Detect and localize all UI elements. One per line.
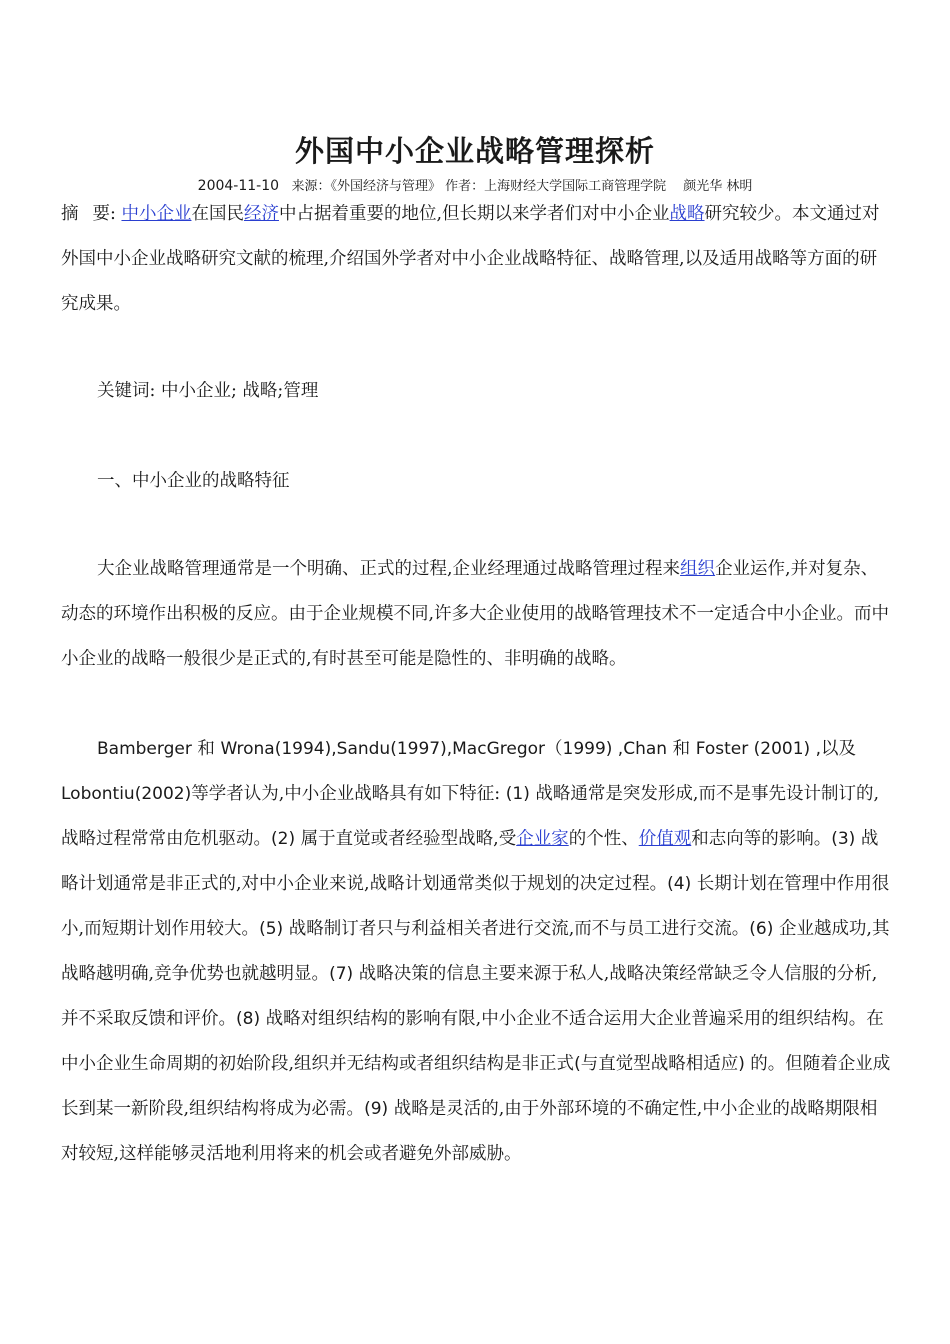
para2-seg: Wrona(1994),Sandu(1997),MacGregor xyxy=(220,739,545,759)
body-paragraph-1 xyxy=(61,547,891,682)
para2-seg: Lobontiu(2002) xyxy=(61,784,192,804)
para2-seg: 战略制订者只与利益相关者进行交流,而不与员工进行交流。 xyxy=(283,919,750,939)
link-strategy[interactable]: 战略 xyxy=(669,204,705,224)
para2-seg: （ xyxy=(545,739,563,759)
para2-seg: 战略对组织结构的影响有限,中小企业不适合运用大企业普遍采用的组织结构。在中小企业生命周期的初始阶段,组织并无结构或者组织结构是非正式 xyxy=(61,1009,884,1074)
para2-seg: 以及 xyxy=(820,739,856,759)
link-values[interactable]: 价值观 xyxy=(638,829,692,849)
article-title: 外国中小企业战略管理探析 xyxy=(294,134,655,168)
para2-seg: 的。但随着企业成长到某一新阶段,组织结构将成为必需。 xyxy=(61,1054,891,1119)
para2-seg: 战略是灵活的,由于外部环境的不确定性,中小企业的战略期限相对较短,这样能够灵活地利用将来的机会或者避免外部威胁。 xyxy=(61,1099,878,1164)
source-author-line: 来源：《外国经济与管理》 作者：上海财经大学国际工商管理学院 颜光华 林明 xyxy=(291,179,753,194)
keywords-line: 关键词: 中小企业; 战略;管理 xyxy=(97,381,319,401)
abstract-text-1: 在国民 xyxy=(191,204,244,224)
link-entrepreneur[interactable]: 企业家 xyxy=(516,829,569,849)
body-paragraph-2 xyxy=(61,727,891,1177)
para2-seg: 1999) ,Chan xyxy=(562,739,668,759)
para2-seg: 和 xyxy=(191,739,221,759)
para2-seg: 战略通常是突发形成,而不是事先设计制订的,战略过程常常由危机驱动。 xyxy=(61,784,880,849)
para2-seg: 和 xyxy=(667,739,696,759)
list-marker: (2) xyxy=(271,829,296,849)
link-economy[interactable]: 经济 xyxy=(243,204,279,224)
para2-seg: ( xyxy=(574,1054,581,1074)
para1-text-2: 企业运作,并对复杂、动态的环境作出积极的反应。由于企业规模不同,许多大企业使用的战略管理技术不一定适合中小企业。而中小企业的战略一般很少是正式的,有时甚至可能是隐性的、非明确的战略。 xyxy=(61,559,890,669)
abstract-label-second: 要: xyxy=(92,204,122,224)
para2-seg: 企业越成功,其战略越明确,竞争优势也就越明显。 xyxy=(61,919,890,984)
para2-seg: 战略计划通常是非正式的,对中小企业来说,战略计划通常类似于规划的决定过程。 xyxy=(61,829,879,894)
para2-seg: Bamberger xyxy=(97,739,192,759)
para2-seg: Foster (2001) , xyxy=(695,739,821,759)
list-marker: (6) xyxy=(749,919,774,939)
list-marker: (4) xyxy=(667,874,692,894)
para2-seg: 与直觉型战略相适应 xyxy=(580,1054,739,1074)
section-heading: 一、中小企业的战略特征 xyxy=(97,471,290,491)
list-marker: (3) xyxy=(831,829,856,849)
para2-seg: 长期计划在管理中作用很小,而短期计划作用较大。 xyxy=(61,874,890,939)
abstract-text-2: 中占据着重要的地位,但长期以来学者们对中小企业 xyxy=(278,204,670,224)
para2-seg: 战略决策的信息主要来源于私人,战略决策经常缺乏令人信服的分析,并不采取反馈和评价。 xyxy=(61,964,878,1029)
abstract-text-3: 研究较少。本文通过对外国中小企业战略研究文献的梳理,介绍国外学者对中小企业战略特征、战略管理,以及适用战略等方面的研究成果。 xyxy=(61,204,880,314)
list-marker: (5) xyxy=(259,919,284,939)
list-marker: (9) xyxy=(364,1099,389,1119)
publish-date: 2004-11-10 xyxy=(197,178,280,194)
para2-seg: ) xyxy=(738,1054,751,1074)
abstract-label-first: 摘 xyxy=(61,204,93,224)
list-marker: (7) xyxy=(329,964,354,984)
link-sme[interactable]: 中小企业 xyxy=(121,204,192,224)
list-marker: (8) xyxy=(236,1009,261,1029)
list-marker: (1) xyxy=(505,784,530,804)
abstract-paragraph xyxy=(61,192,891,327)
para1-text-1: 大企业战略管理通常是一个明确、正式的过程,企业经理通过战略管理过程来 xyxy=(97,559,681,579)
para2-seg: 的个性、 xyxy=(568,829,639,849)
para2-seg: 属于直觉或者经验型战略,受 xyxy=(295,829,517,849)
para2-seg: 和志向等的影响。 xyxy=(691,829,832,849)
para2-seg: 等学者认为,中小企业战略具有如下特征: xyxy=(191,784,506,804)
link-organize[interactable]: 组织 xyxy=(680,559,716,579)
